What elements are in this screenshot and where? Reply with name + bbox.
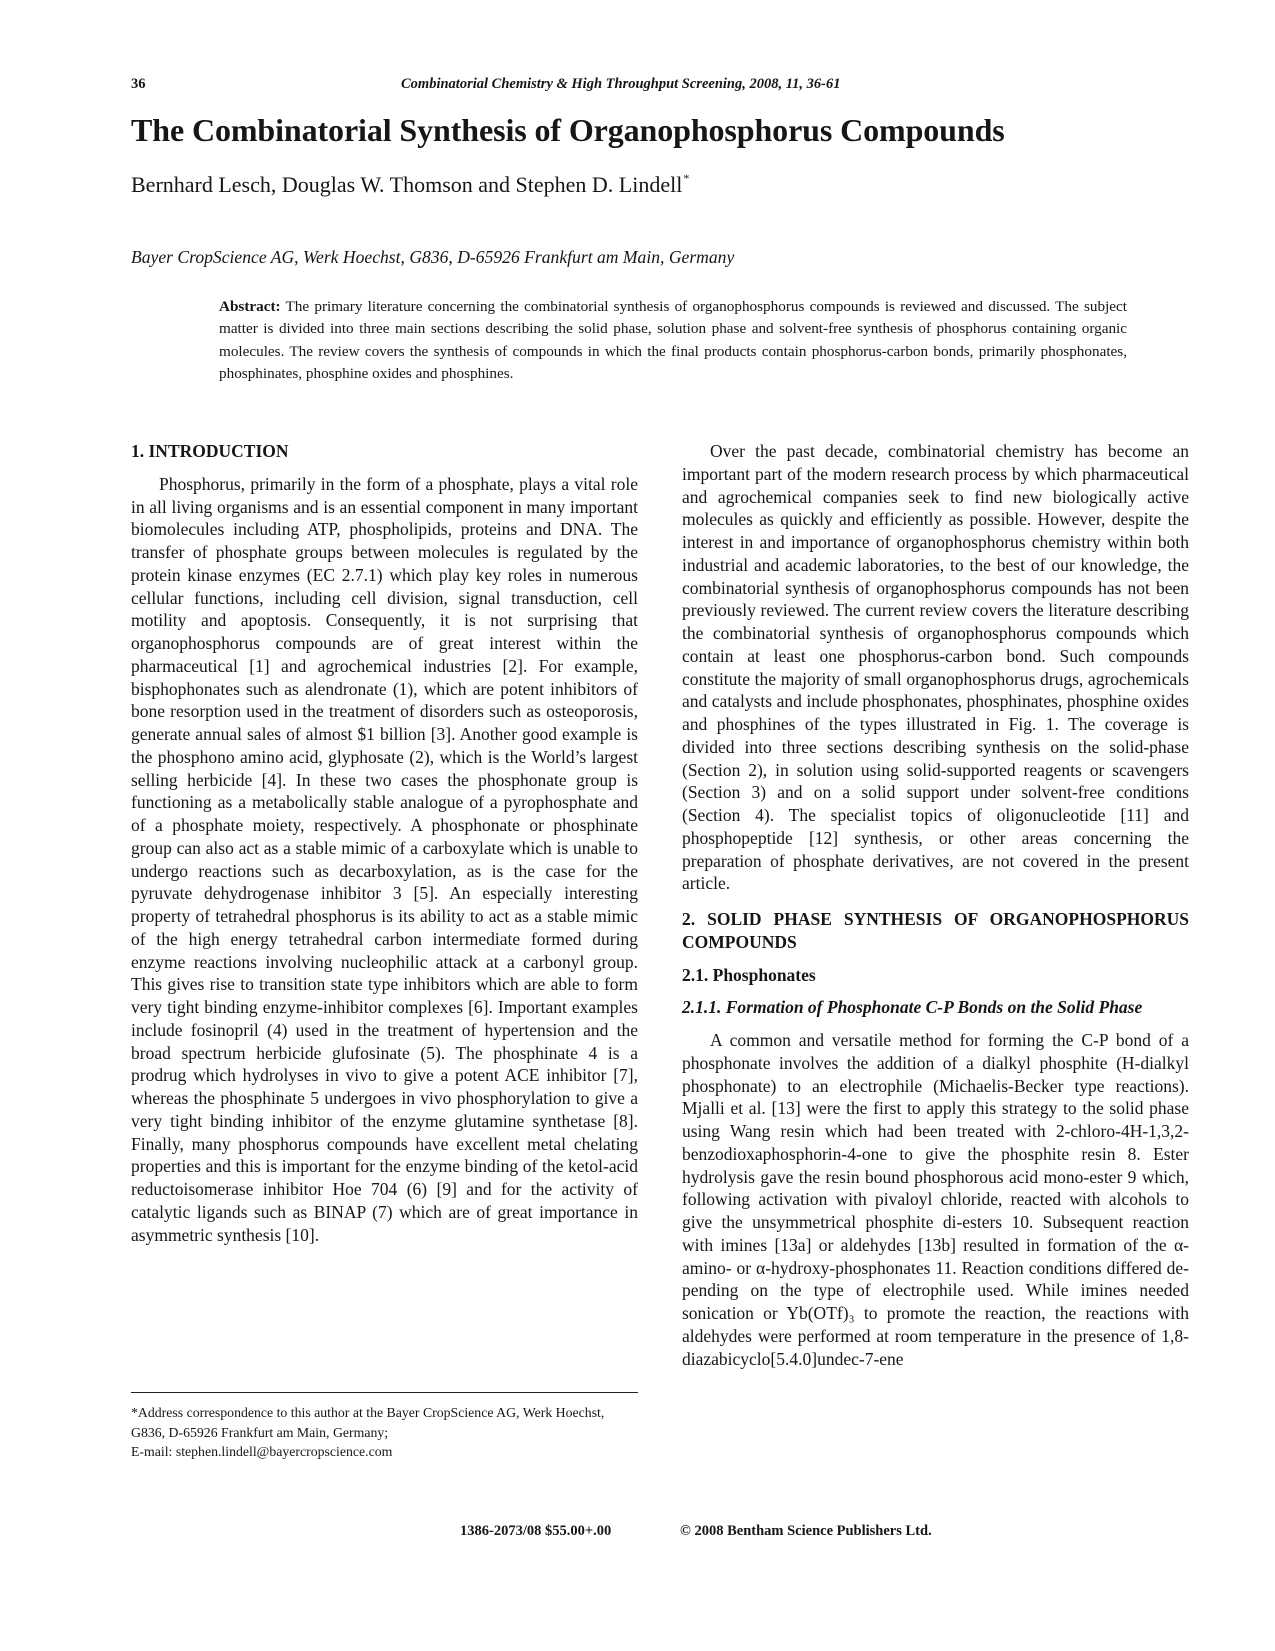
footnote bbox=[131, 1403, 638, 1462]
author-list bbox=[131, 171, 689, 198]
introduction-paragraph-1: Phosphorus, primarily in the form of a phosphate, plays a vital role in all living organisms and is an essential component in many important biomolecules including ATP, phospholipids, proteins and DNA. The transfer of phosphate groups between molecules is regulated by the protein kinase enzymes (EC 2.7.1) which play key roles in numerous cellular functions, including cell division, signal transduction, cell motility and apoptosis. Consequently, it is not surprising that organophosphorus compounds are of great interest within the pharmaceutical [1] and agrochemical industries [2]. For example, bisphophonates such as alendronate (1), which are potent inhibitors of bone resorption used in the treatment of disorders such as osteoporosis, generate annual sales of almost $1 billion [3]. Another good example is the phosphono amino acid, glyphosate (2), which is the World’s largest selling herbicide [4]. In these two cases the phosphonate group is functioning as a metabolically stable analogue of a pyrophosphate and of a phosphate moiety, respectively. A phosphonate or phosphinate group can also act as a stable mimic of a carboxylate which is unable to undergo reactions such as decarboxylation, as is the case for the pyruvate dehydrogenase inhibitor 3 [5]. An especially interesting property of tetrahedral phosphorus is its ability to act as a stable mimic of the high energy tetrahedral carbon intermediate formed during enzyme reactions involving nucleophilic attack at a carbonyl group. This gives rise to transition state type inhibitors which are able to form very tight binding enzyme-inhibitor complexes [6]. Important examples include fosinopril (4) used in the treatment of hypertension and the broad spectrum herbicide glufosinate (5). The phosphinate 4 is a prodrug which hydrolyses in vivo to give a potent ACE inhibitor [7], whereas the phosphinate 5 undergoes in vivo phosphorylation to give a very tight binding inhibitor of the enzyme glutamine synthetase [8]. Finally, many phosphorus compounds have excellent metal chelating properties and this is important for the enzyme binding of the ketol-acid reductoisomerase inhibitor Hoe 704 (6) [9] and for the activity of catalytic ligands such as BINAP (7) which are of great importance in asymmetric synthesis [10]. bbox=[131, 473, 638, 1245]
section-2-1-heading: 2.1. Phosphonates bbox=[682, 964, 816, 985]
footnote-rule bbox=[131, 1392, 638, 1393]
journal-citation: Combinatorial Chemistry & High Throughput Screening, 2008, 11, 36-61 bbox=[401, 76, 841, 92]
abstract-text: The primary literature concerning the combinatorial synthesis of organophosphorus compounds is reviewed and discussed. The subject matter is divided into three main sections describing the solid phase, solution phase and solvent-free synthesis of phosphorus containing organic molecules. The review covers the synthesis of compounds in which the final products contain phosphorus-carbon bonds, primarily phosphonates, phosphinates, phosphine oxides and phosphines. bbox=[219, 298, 1127, 383]
left-column bbox=[131, 440, 638, 1246]
author-affiliation: Bayer CropScience AG, Werk Hoechst, G836, D-65926 Frankfurt am Main, Germany bbox=[131, 247, 735, 267]
page-number: 36 bbox=[131, 76, 146, 92]
author-names: Bernhard Lesch, Douglas W. Thomson and Stephen D. Lindell bbox=[131, 172, 683, 197]
abstract bbox=[219, 296, 1127, 386]
footnote-email: E-mail: stephen.lindell@bayercropscience.com bbox=[131, 1444, 393, 1459]
corresponding-author-mark: * bbox=[683, 171, 690, 185]
section-2-heading: 2. SOLID PHASE SYNTHESIS OF ORGANOPHOSPHORUS COMPOUNDS bbox=[682, 909, 1189, 952]
running-head bbox=[131, 76, 1173, 98]
section-2-1-1-paragraph: A common and versatile method for forming the C-P bond of a phosphonate involves the addition of a dialkyl phosphite (H-dialkyl phosphonate) to an electrophile (Michaelis-Becker type reactions). Mjalli et al. [13] were the first to apply this strategy to the solid phase using Wang resin which had been treated with 2-chloro-4H-1,3,2-benzodioxaphosphorin-4-one to give the phosphite resin 8. Ester hydrolysis gave the resin bound phosphorous acid mono-ester 9 which, following activation with pivaloyl chloride, reacted with alcohols to give the unsymmetrical phosphite di-esters 10. Subsequent reaction with imines [13a] or aldehydes [13b] resulted in formation of the α-amino- or α-hydroxy-phosphonates 11. Reaction conditions differed depending on the type of electrophile used. While imines needed sonication or Yb(OTf)₃ to promote the reaction, the reactions with aldehydes were performed at room temperature in the presence of 1,8-diazabicyclo[5.4.0]undec-7-ene bbox=[682, 1030, 1189, 1369]
copyright-notice: © 2008 Bentham Science Publishers Ltd. bbox=[680, 1523, 932, 1539]
introduction-paragraph-2: Over the past decade, combinatorial chemistry has become an important part of the modern research process by which pharmaceutical and agrochemical companies seek to find new biologically active molecules as quickly and efficiently as possible. However, despite the interest in and importance of organophosphorus chemistry within both industrial and academic laboratories, to the best of our knowledge, the combinatorial synthesis of organophosphorus compounds has not been previously reviewed. The current review covers the literature describing the combinatorial synthesis of organophosphorus compounds which contain at least one phosphorus-carbon bond. Such compounds constitute the majority of small organophosphorus drugs, agrochemicals and catalysts and include phosphonates, phosphinates, phosphine oxides and phosphines of the types illustrated in Fig. 1. The coverage is divided into three sections describing synthesis on the solid-phase (Section 2), in solution using solid-supported reagents or scavengers (Section 3) and on a solid support under solvent-free conditions (Section 4). The specialist topics of oligonucleotide [11] and phosphopeptide [12] synthesis, or other areas concerning the preparation of phosphate derivatives, are not covered in the present article. bbox=[682, 441, 1189, 894]
right-column bbox=[682, 440, 1189, 1370]
footnote-address: *Address correspondence to this author at the Bayer CropScience AG, Werk Hoechst, G836, D-65926 Frankfurt am Main, Germany; bbox=[131, 1405, 605, 1440]
article-title: The Combinatorial Synthesis of Organophosphorus Compounds bbox=[131, 112, 1005, 148]
abstract-label: Abstract: bbox=[219, 298, 281, 315]
issn-price: 1386-2073/08 $55.00+.00 bbox=[460, 1523, 612, 1539]
introduction-heading: 1. INTRODUCTION bbox=[131, 441, 289, 461]
section-2-1-1-heading: 2.1.1. Formation of Phosphonate C-P Bonds on the Solid Phase bbox=[682, 997, 1143, 1018]
